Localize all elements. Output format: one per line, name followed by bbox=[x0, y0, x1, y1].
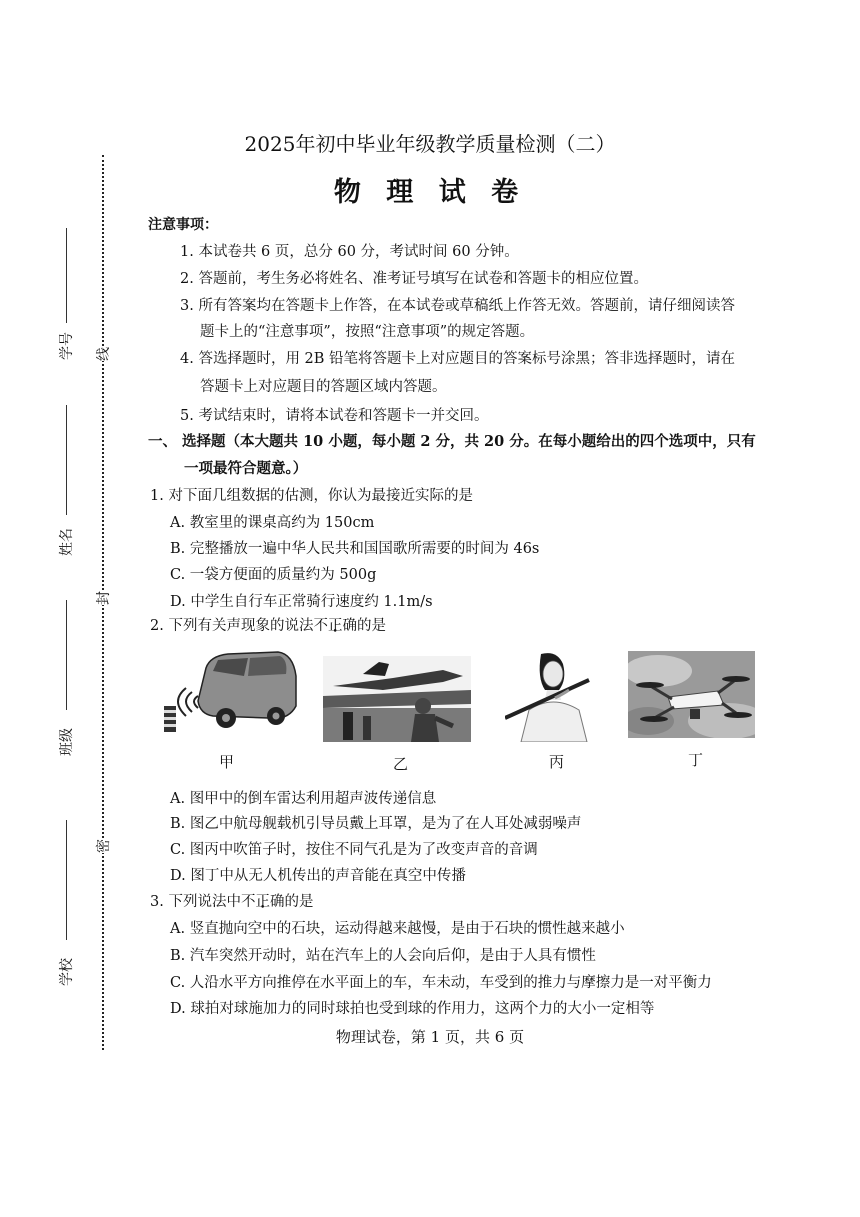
notice-item-4-cont: 答题卡上对应题目的答题区域内答题。 bbox=[200, 379, 447, 395]
question-1-stem: 1. 对下面几组数据的估测，你认为最接近实际的是 bbox=[150, 488, 473, 504]
section-1-heading: 一、 选择题（本大题共 10 小题，每小题 2 分，共 20 分。在每小题给出的四个选项中，只有 bbox=[148, 433, 756, 450]
notice-item-1: 1. 本试卷共 6 页，总分 60 分，考试时间 60 分钟。 bbox=[180, 244, 519, 260]
question-3-stem-pre: 3. 下列说法中 bbox=[150, 894, 241, 910]
student-number-label: 学号 bbox=[59, 332, 75, 360]
binding-mark-line: 线 bbox=[91, 347, 115, 361]
question-2-emphasis: 不正确 bbox=[313, 618, 357, 634]
figure-caption-jia: 甲 bbox=[219, 753, 235, 771]
question-2-stem-post: 的是 bbox=[356, 618, 386, 634]
figure-caption-ding: 丁 bbox=[688, 751, 704, 769]
question-3-option-a: A. 竖直抛向空中的石块，运动得越来越慢，是由于石块的惯性越来越小 bbox=[170, 921, 625, 937]
figure-car-radar bbox=[158, 646, 298, 736]
exam-header-title: 2025年初中毕业年级教学质量检测（二） bbox=[244, 132, 616, 156]
class-field[interactable] bbox=[66, 600, 67, 710]
question-2-option-b: B. 图乙中航母舰载机引导员戴上耳罩，是为了在人耳处减弱噪声 bbox=[170, 816, 582, 832]
question-3-option-c: C. 人沿水平方向推停在水平面上的车，车未动，车受到的推力与摩擦力是一对平衡力 bbox=[170, 975, 712, 991]
question-2-option-a: A. 图甲中的倒车雷达利用超声波传递信息 bbox=[170, 791, 437, 807]
question-3-stem bbox=[150, 890, 313, 911]
notice-heading: 注意事项： bbox=[148, 217, 218, 233]
binding-mark-seal: 封 bbox=[91, 591, 115, 605]
notice-item-5: 5. 考试结束时，请将本试卷和答题卡一并交回。 bbox=[180, 408, 489, 424]
class-label: 班级 bbox=[59, 728, 75, 756]
figure-flute-player bbox=[505, 650, 600, 742]
student-number-field[interactable] bbox=[66, 228, 67, 323]
notice-item-3: 3. 所有答案均在答题卡上作答，在本试卷或草稿纸上作答无效。答题前，请仔细阅读答 bbox=[180, 298, 735, 314]
question-2-option-c: C. 图丙中吹笛子时，按住不同气孔是为了改变声音的音调 bbox=[170, 842, 538, 858]
question-2-option-d: D. 图丁中从无人机传出的声音能在真空中传播 bbox=[170, 868, 466, 884]
figure-carrier-jet bbox=[323, 656, 471, 742]
question-3-stem-post: 的是 bbox=[284, 894, 314, 910]
figure-caption-bing: 丙 bbox=[549, 753, 565, 771]
exam-subject-title: 物 理 试 卷 bbox=[333, 177, 527, 208]
page-footer: 物理试卷，第 1 页，共 6 页 bbox=[335, 1028, 525, 1046]
question-3-option-b: B. 汽车突然开动时，站在汽车上的人会向后仰，是由于人具有惯性 bbox=[170, 948, 596, 964]
question-2-stem-pre: 2. 下列有关声现象的说法 bbox=[150, 618, 314, 634]
question-1-option-c: C. 一袋方便面的质量约为 500g bbox=[170, 567, 377, 583]
student-name-field[interactable] bbox=[66, 405, 67, 515]
question-1-option-d: D. 中学生自行车正常骑行速度约 1.1m/s bbox=[170, 594, 433, 610]
school-label: 学校 bbox=[59, 958, 75, 986]
school-field[interactable] bbox=[66, 820, 67, 940]
question-3-option-d: D. 球拍对球施加力的同时球拍也受到球的作用力，这两个力的大小一定相等 bbox=[170, 1001, 655, 1017]
figure-drone bbox=[628, 651, 755, 738]
binding-mark-secret: 密 bbox=[91, 839, 115, 853]
figure-caption-yi: 乙 bbox=[393, 755, 409, 773]
student-name-label: 姓名 bbox=[59, 528, 75, 556]
notice-item-4: 4. 答选择题时，用 2B 铅笔将答题卡上对应题目的答案标号涂黑；答非选择题时，请在 bbox=[180, 351, 736, 367]
question-3-emphasis: 不正确 bbox=[240, 894, 285, 910]
question-2-stem bbox=[150, 614, 386, 635]
notice-item-3-cont: 题卡上的“注意事项”，按照“注意事项”的规定答题。 bbox=[200, 324, 535, 340]
section-1-heading-cont: 一项最符合题意。） bbox=[184, 460, 308, 477]
question-1-option-a: A. 教室里的课桌高约为 150cm bbox=[170, 515, 375, 531]
notice-item-2: 2. 答题前，考生务必将姓名、准考证号填写在试卷和答题卡的相应位置。 bbox=[180, 271, 648, 287]
question-1-option-b: B. 完整播放一遍中华人民共和国国歌所需要的时间为 46s bbox=[170, 541, 540, 557]
